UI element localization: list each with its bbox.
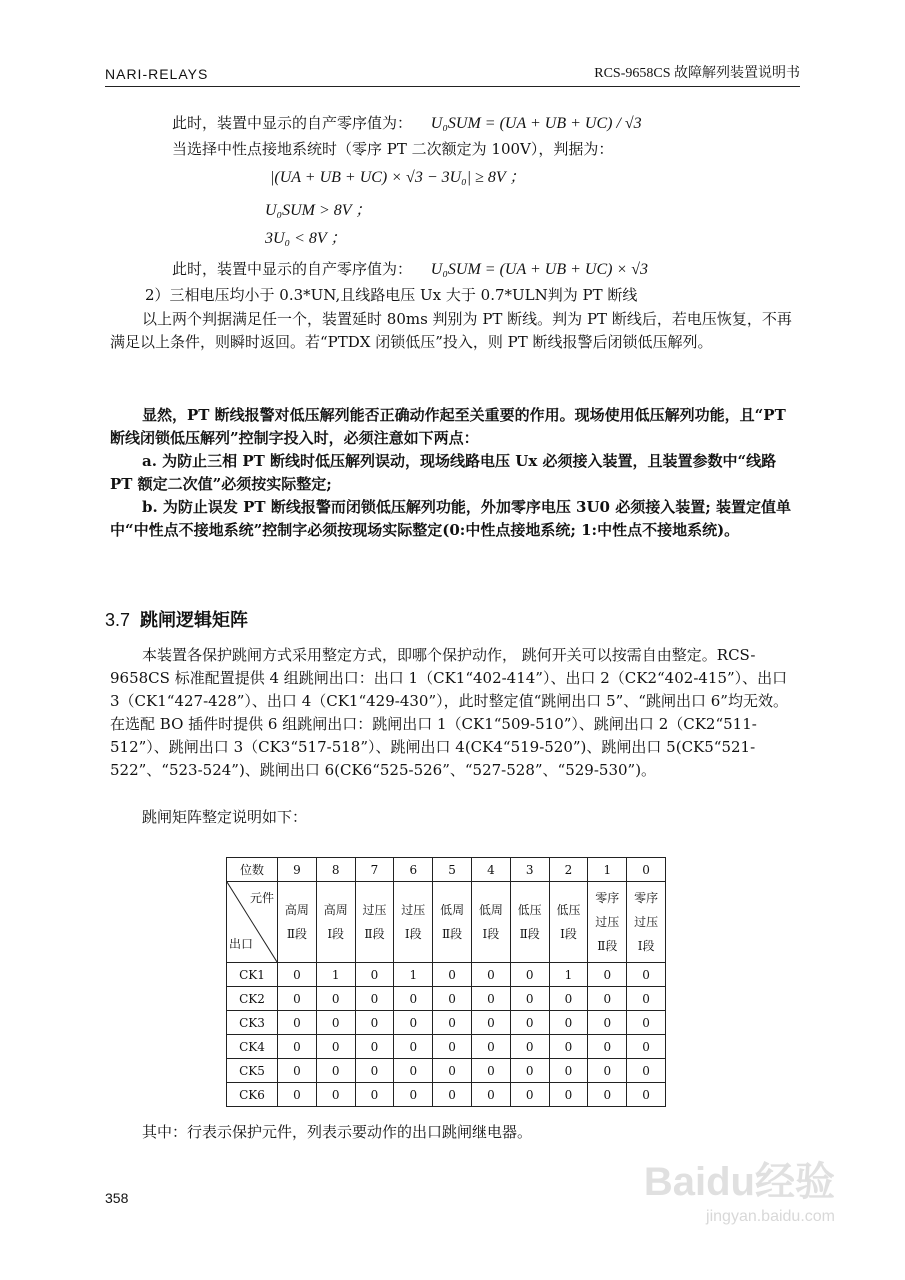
matrix-row [227, 1035, 666, 1059]
matrix-value-cell: 0 [627, 1011, 666, 1035]
matrix-value-cell: 0 [316, 1083, 355, 1107]
matrix-value-cell: 0 [433, 963, 472, 987]
element-name-line: Ⅱ段 [442, 927, 463, 941]
matrix-value-cell: 0 [510, 1083, 549, 1107]
section-heading [105, 606, 248, 632]
element-name-line: Ⅰ段 [482, 927, 500, 941]
matrix-value-cell: 0 [471, 987, 510, 1011]
element-cell [471, 882, 510, 963]
zero-seq-display-line-1 [172, 113, 642, 134]
matrix-value-cell: 0 [471, 1035, 510, 1059]
element-name-line: Ⅱ段 [519, 927, 540, 941]
matrix-value-cell: 0 [471, 1083, 510, 1107]
matrix-value-cell: 0 [394, 1011, 433, 1035]
bit-cell: 3 [510, 858, 549, 882]
matrix-value-cell: 0 [394, 1059, 433, 1083]
matrix-value-cell: 0 [549, 987, 588, 1011]
matrix-value-cell: 0 [549, 1035, 588, 1059]
matrix-value-cell: 0 [278, 1083, 317, 1107]
matrix-value-cell: 0 [316, 1035, 355, 1059]
element-cell [394, 882, 433, 963]
element-cell [549, 882, 588, 963]
matrix-row [227, 1083, 666, 1107]
trip-matrix-description: 本装置各保护跳闸方式采用整定方式，即哪个保护动作， 跳何开关可以按需自由整定。RCS-9658CS 标准配置提供 4 组跳闸出口：出口 1（CK1“402-414”）、出口 2（CK2“402-415”）、出口 3（CK1“427-428”）、出口 4（CK1“429-430”），此时整定值“跳闸出口 5”、“跳闸出口 6”均无效。在选配 BO 插件时提供 6 组跳闸出口：跳闸出口 1（CK1“509-510”）、跳闸出口 2（CK2“511-512”）、跳闸出口 3（CK3“517-518”）、跳闸出口 4(CK4“519-520”)、跳闸出口 5(CK5“521-522”、“523-524”)、跳闸出口 6(CK6“525-526”、“527-528”、“529-530”)。 [110, 646, 788, 779]
matrix-value-cell: 0 [355, 987, 394, 1011]
watermark-url: jingyan.baidu.com [706, 1208, 835, 1225]
matrix-value-cell: 0 [433, 987, 472, 1011]
matrix-value-cell: 0 [627, 1083, 666, 1107]
element-name-line: Ⅰ段 [404, 927, 422, 941]
matrix-value-cell: 0 [278, 1035, 317, 1059]
matrix-value-cell: 0 [316, 1011, 355, 1035]
element-cell [627, 882, 666, 963]
matrix-value-cell: 0 [510, 987, 549, 1011]
matrix-value-cell: 0 [278, 987, 317, 1011]
matrix-value-cell: 0 [355, 1059, 394, 1083]
element-cell [316, 882, 355, 963]
bit-cell: 4 [471, 858, 510, 882]
diagonal-bottom-label: 出口 [229, 937, 254, 951]
matrix-value-cell: 0 [355, 1083, 394, 1107]
trip-matrix-intro: 跳闸矩阵整定说明如下： [142, 808, 308, 826]
element-name-line: 零序 [634, 891, 659, 905]
matrix-row [227, 1011, 666, 1035]
matrix-value-cell: 0 [433, 1059, 472, 1083]
bit-cell: 8 [316, 858, 355, 882]
element-name-line: Ⅰ段 [327, 927, 345, 941]
matrix-value-cell: 1 [549, 963, 588, 987]
element-name-line: Ⅱ段 [364, 927, 385, 941]
element-name-line: 低周 [478, 903, 503, 917]
footnote: 其中：行表示保护元件，列表示要动作的出口跳闸继电器。 [142, 1123, 533, 1141]
element-name-line: 过压 [401, 903, 426, 917]
element-name-line: Ⅱ段 [286, 927, 307, 941]
element-cell [510, 882, 549, 963]
matrix-value-cell: 0 [510, 1059, 549, 1083]
element-cell [588, 882, 627, 963]
page-header [105, 62, 800, 87]
matrix-value-cell: 1 [316, 963, 355, 987]
important-note-a: a. 为防止三相 PT 断线时低压解列误动，现场线路电压 Ux 必须接入装置，且装置参数中“线路 PT 额定二次值”必须按实际整定; [110, 452, 777, 493]
matrix-value-cell: 0 [278, 1059, 317, 1083]
criterion-2: U₀SUM > 8V ； [265, 202, 372, 219]
element-name-line: 过压 [634, 915, 659, 929]
matrix-value-cell: 0 [355, 963, 394, 987]
matrix-value-cell: 0 [627, 987, 666, 1011]
element-cell [433, 882, 472, 963]
criterion-1: |(UA + UB + UC) × √3 − 3U₀| ≥ 8V ； [270, 169, 526, 186]
bit-cell: 0 [627, 858, 666, 882]
bit-cell: 5 [433, 858, 472, 882]
matrix-bit-row [227, 858, 666, 882]
matrix-value-cell: 0 [471, 963, 510, 987]
output-label-cell: CK5 [227, 1059, 278, 1083]
matrix-value-cell: 1 [394, 963, 433, 987]
element-name-line: Ⅱ段 [597, 939, 618, 953]
matrix-value-cell: 0 [433, 1035, 472, 1059]
matrix-element-row [227, 882, 666, 963]
important-note-b: b. 为防止误发 PT 断线报警而闭锁低压解列功能，外加零序电压 3U0 必须接入装置; 装置定值单中“中性点不接地系统”控制字必须按现场实际整定(0:中性点接地系统; 1:中性点不接地系统)。 [110, 498, 791, 539]
section-number: 3.7 [105, 610, 131, 630]
header-doc-title: RCS-9658CS 故障解列装置说明书 [594, 66, 800, 81]
bit-cell: 9 [278, 858, 317, 882]
element-name-line: 低压 [517, 903, 542, 917]
zero-seq-display-line-2 [172, 259, 648, 280]
bit-cell: 6 [394, 858, 433, 882]
element-name-line: Ⅰ段 [637, 939, 655, 953]
zero-seq-display-text-2: 此时，装置中显示的自产零序值为： [172, 260, 413, 278]
output-label-cell: CK2 [227, 987, 278, 1011]
section-title: 跳闸逻辑矩阵 [140, 610, 249, 630]
criterion-3: 3U₀ < 8V ； [265, 230, 347, 247]
header-company: NARI-RELAYS [105, 66, 209, 82]
output-label-cell: CK3 [227, 1011, 278, 1035]
matrix-row [227, 1059, 666, 1083]
matrix-value-cell: 0 [549, 1059, 588, 1083]
matrix-value-cell: 0 [471, 1059, 510, 1083]
matrix-value-cell: 0 [588, 1083, 627, 1107]
bit-cell: 7 [355, 858, 394, 882]
output-label-cell: CK6 [227, 1083, 278, 1107]
matrix-value-cell: 0 [627, 963, 666, 987]
matrix-value-cell: 0 [549, 1083, 588, 1107]
matrix-value-cell: 0 [588, 1059, 627, 1083]
criterion-item-2: 2）三相电压均小于 0.3*UN,且线路电压 Ux 大于 0.7*ULN判为 PT 断线 [145, 286, 638, 304]
output-label-cell: CK1 [227, 963, 278, 987]
page-number: 358 [105, 1190, 129, 1206]
matrix-value-cell: 0 [471, 1011, 510, 1035]
grounded-system-criterion-intro: 当选择中性点接地系统时（零序 PT 二次额定为 100V），判据为： [172, 140, 614, 158]
matrix-value-cell: 0 [394, 987, 433, 1011]
matrix-value-cell: 0 [433, 1011, 472, 1035]
pt-break-description: 以上两个判据满足任一个，装置延时 80ms 判别为 PT 断线。判为 PT 断线后，若电压恢复，不再满足以上条件，则瞬时返回。若“PTDX 闭锁低压”投入，则 PT 断线报警后闭锁低压解列。 [110, 310, 792, 351]
element-name-line: 低周 [440, 903, 465, 917]
zero-seq-formula-2: U₀SUM = (UA + UB + UC) × √3 [430, 261, 649, 278]
matrix-value-cell: 0 [627, 1035, 666, 1059]
trip-matrix-table [226, 857, 666, 1107]
bit-label-cell: 位数 [227, 858, 278, 882]
matrix-row [227, 963, 666, 987]
matrix-value-cell: 0 [588, 1035, 627, 1059]
important-note-intro: 显然，PT 断线报警对低压解列能否正确动作起至关重要的作用。现场使用低压解列功能，且“PT 断线闭锁低压解列”控制字投入时，必须注意如下两点： [110, 406, 786, 447]
element-cell [355, 882, 394, 963]
matrix-value-cell: 0 [510, 1011, 549, 1035]
matrix-value-cell: 0 [510, 1035, 549, 1059]
watermark-brand: Baidu经验 [643, 1160, 835, 1204]
watermark [635, 1150, 835, 1245]
bit-cell: 1 [588, 858, 627, 882]
element-name-line: 低压 [556, 903, 581, 917]
matrix-value-cell: 0 [588, 1011, 627, 1035]
matrix-value-cell: 0 [433, 1083, 472, 1107]
matrix-value-cell: 0 [278, 963, 317, 987]
element-name-line: 过压 [362, 903, 387, 917]
zero-seq-formula-1: U₀SUM = (UA + UB + UC) / √3 [430, 115, 642, 132]
diagonal-header [227, 882, 277, 962]
matrix-value-cell: 0 [549, 1011, 588, 1035]
element-name-line: 零序 [595, 891, 620, 905]
matrix-value-cell: 0 [394, 1083, 433, 1107]
matrix-value-cell: 0 [588, 987, 627, 1011]
matrix-value-cell: 0 [627, 1059, 666, 1083]
matrix-value-cell: 0 [394, 1035, 433, 1059]
element-name-line: Ⅰ段 [560, 927, 577, 941]
element-name-line: 高周 [284, 903, 309, 917]
element-cell [278, 882, 317, 963]
zero-seq-display-text: 此时，装置中显示的自产零序值为： [172, 114, 413, 132]
diagonal-top-label: 元件 [249, 891, 274, 905]
matrix-value-cell: 0 [510, 963, 549, 987]
matrix-value-cell: 0 [316, 1059, 355, 1083]
diagonal-header-cell [227, 882, 278, 963]
matrix-row [227, 987, 666, 1011]
bit-cell: 2 [549, 858, 588, 882]
matrix-value-cell: 0 [355, 1035, 394, 1059]
output-label-cell: CK4 [227, 1035, 278, 1059]
matrix-value-cell: 0 [355, 1011, 394, 1035]
matrix-value-cell: 0 [588, 963, 627, 987]
matrix-value-cell: 0 [278, 1011, 317, 1035]
element-name-line: 高周 [323, 903, 348, 917]
element-name-line: 过压 [595, 915, 620, 929]
matrix-value-cell: 0 [316, 987, 355, 1011]
